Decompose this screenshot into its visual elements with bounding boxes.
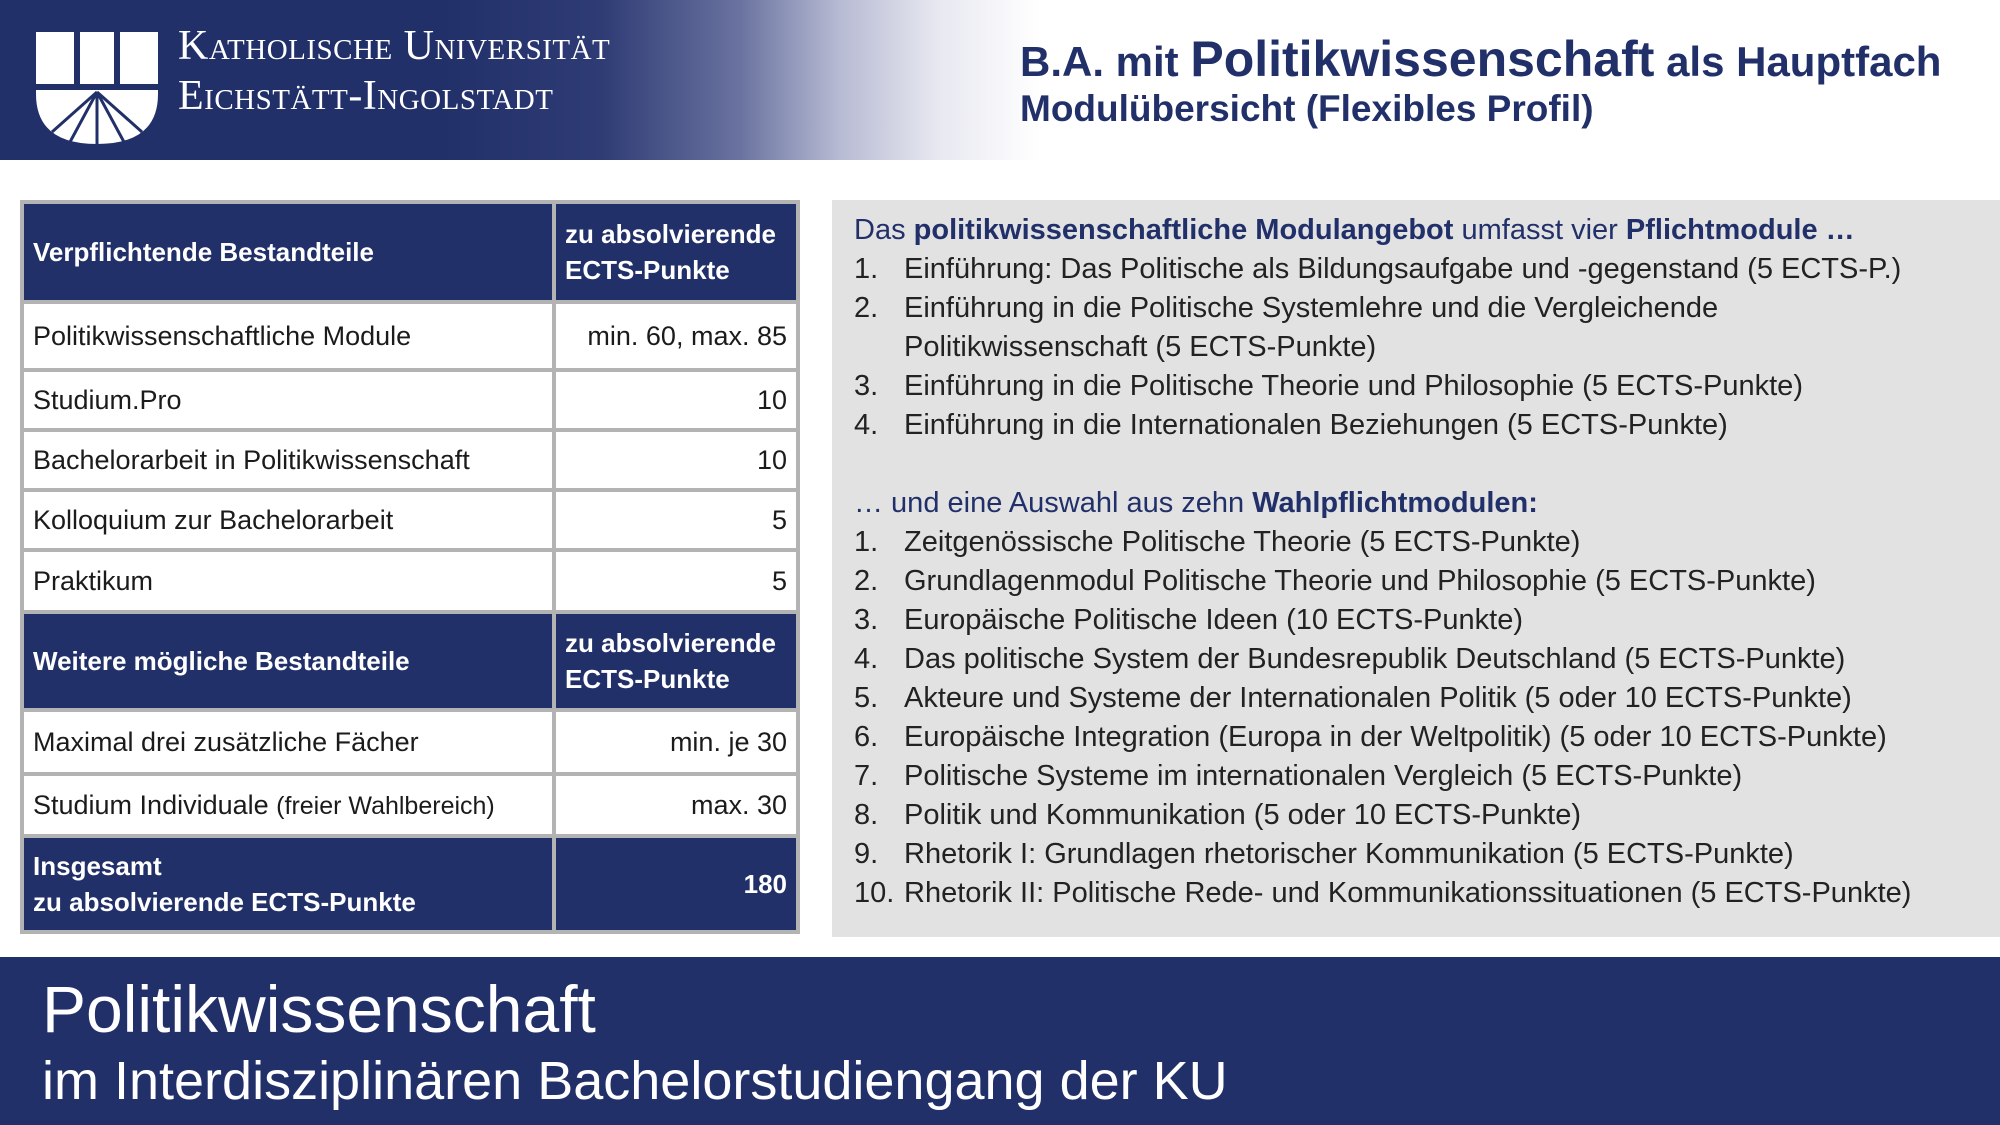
intro-part3: umfasst vier [1461,214,1618,246]
list-item [854,721,1887,754]
title-emphasis: Politikwissenschaft [1190,31,1655,87]
ects-table [20,200,800,934]
list-item [854,565,1816,598]
row-label: Bachelorarbeit in Politikwissenschaft [22,430,554,490]
row-label-note: (freier Wahlbereich) [276,791,495,820]
item-text: Europäische Politische Ideen (10 ECTS-Punkte) [904,604,1523,636]
row-label-text: Studium Individuale [33,789,269,820]
item-number: 4. [854,409,879,441]
table-row [22,370,798,430]
table-header-value-line1: zu absolvierende [565,219,776,249]
item-text: Einführung: Das Politische als Bildungsaufgabe und -gegenstand (5 ECTS-P.) [904,253,1902,285]
intro-part4: Pflichtmodule … [1625,214,1855,246]
item-number: 3. [854,370,879,402]
item-number: 8. [854,799,879,831]
table-total-row [22,836,798,932]
table-row [22,430,798,490]
university-shield-logo-icon [34,28,160,146]
row-value: 10 [554,430,798,490]
item-text: Das politische System der Bundesrepublik Deutschland (5 ECTS-Punkte) [904,643,1846,675]
item-number: 3. [854,604,879,636]
item-number: 9. [854,838,879,870]
total-label-line2: zu absolvierende ECTS-Punkte [33,887,416,917]
table-row [22,490,798,550]
table-header-label: Verpflichtende Bestandteile [22,202,554,302]
item-text: Grundlagenmodul Politische Theorie und Philosophie (5 ECTS-Punkte) [904,565,1816,597]
item-text: Einführung in die Politische Theorie und Philosophie (5 ECTS-Punkte) [904,370,1803,402]
total-value: 180 [554,836,798,932]
row-value: min. 60, max. 85 [554,302,798,370]
table-header-row [22,202,798,302]
list-item [854,682,1852,715]
row-label: Studium.Pro [22,370,554,430]
table-row [22,774,798,836]
row-value: min. je 30 [554,710,798,774]
page-subtitle: Modulübersicht (Flexibles Profil) [1020,88,1594,129]
table-header-value-line2: ECTS-Punkte [565,664,730,694]
item-number: 4. [854,643,879,675]
list-item [854,604,1523,637]
university-name-line1: Katholische Universität [178,23,611,69]
row-label: Politikwissenschaftliche Module [22,302,554,370]
table-header-value [554,202,798,302]
wahl-intro [854,487,1538,520]
item-number: 1. [854,526,879,558]
table-row [22,550,798,612]
list-item [854,838,1794,871]
item-text: Einführung in die Politische Systemlehre und die Vergleichende [904,292,1719,324]
row-label [22,774,554,836]
item-text: Politische Systeme im internationalen Vergleich (5 ECTS-Punkte) [904,760,1743,792]
table-header-label: Weitere mögliche Bestandteile [22,612,554,710]
page-title [1020,30,1941,88]
item-text: Rhetorik II: Politische Rede- und Kommunikationssituationen (5 ECTS-Punkte) [904,877,1912,909]
list-item [854,799,1581,832]
intro-part1: Das [854,214,906,246]
row-value: 10 [554,370,798,430]
total-label-line1: Insgesamt [33,851,162,881]
header-band [0,0,2000,160]
table-row [22,302,798,370]
row-value: 5 [554,490,798,550]
table-header-value [554,612,798,710]
table-header-value-line1: zu absolvierende [565,628,776,658]
total-label [22,836,554,932]
list-item-continuation [854,331,1376,364]
university-name-line2: Eichstätt-Ingolstadt [178,73,554,119]
footer-subtitle: im Interdisziplinären Bachelorstudiengang der KU [42,1051,1228,1111]
footer-band [0,957,2000,1125]
item-text: Akteure und Systeme der Internationalen Politik (5 oder 10 ECTS-Punkte) [904,682,1852,714]
title-suffix: als Hauptfach [1666,38,1942,85]
item-text: Politikwissenschaft (5 ECTS-Punkte) [904,331,1377,363]
footer-title: Politikwissenschaft [42,972,596,1046]
wahl-intro-part1: … und eine Auswahl aus zehn [854,487,1245,519]
table-header-row [22,612,798,710]
wahl-intro-part2: Wahlpflichtmodulen: [1252,487,1538,519]
list-item [854,370,1803,403]
row-label [22,710,554,774]
list-item [854,760,1742,793]
intro-part2: politikwissenschaftliche Modulangebot [913,214,1454,246]
item-number: 5. [854,682,879,714]
table-header-value-line2: ECTS-Punkte [565,255,730,285]
item-text: Rhetorik I: Grundlagen rhetorischer Kommunikation (5 ECTS-Punkte) [904,838,1794,870]
row-value: max. 30 [554,774,798,836]
row-label: Kolloquium zur Bachelorarbeit [22,490,554,550]
title-prefix: B.A. mit [1020,38,1179,85]
row-label: Praktikum [22,550,554,612]
module-panel [832,200,2000,937]
item-text: Politik und Kommunikation (5 oder 10 ECTS-Punkte) [904,799,1581,831]
row-value: 5 [554,550,798,612]
row-label-text: Maximal drei zusätzliche Fächer [33,726,419,757]
list-item [854,526,1580,559]
item-number: 2. [854,292,879,324]
list-item [854,253,1901,286]
item-text: Einführung in die Internationalen Beziehungen (5 ECTS-Punkte) [904,409,1728,441]
item-number: 2. [854,565,879,597]
pflicht-intro [854,214,1855,247]
list-item [854,643,1845,676]
list-item [854,877,1911,910]
item-text: Zeitgenössische Politische Theorie (5 ECTS-Punkte) [904,526,1581,558]
list-item [854,292,1718,325]
item-number: 1. [854,253,879,285]
item-text: Europäische Integration (Europa in der Weltpolitik) (5 oder 10 ECTS-Punkte) [904,721,1887,753]
item-number: 6. [854,721,879,753]
item-number: 10. [854,877,895,909]
table-row [22,710,798,774]
list-item [854,409,1728,442]
item-number: 7. [854,760,879,792]
